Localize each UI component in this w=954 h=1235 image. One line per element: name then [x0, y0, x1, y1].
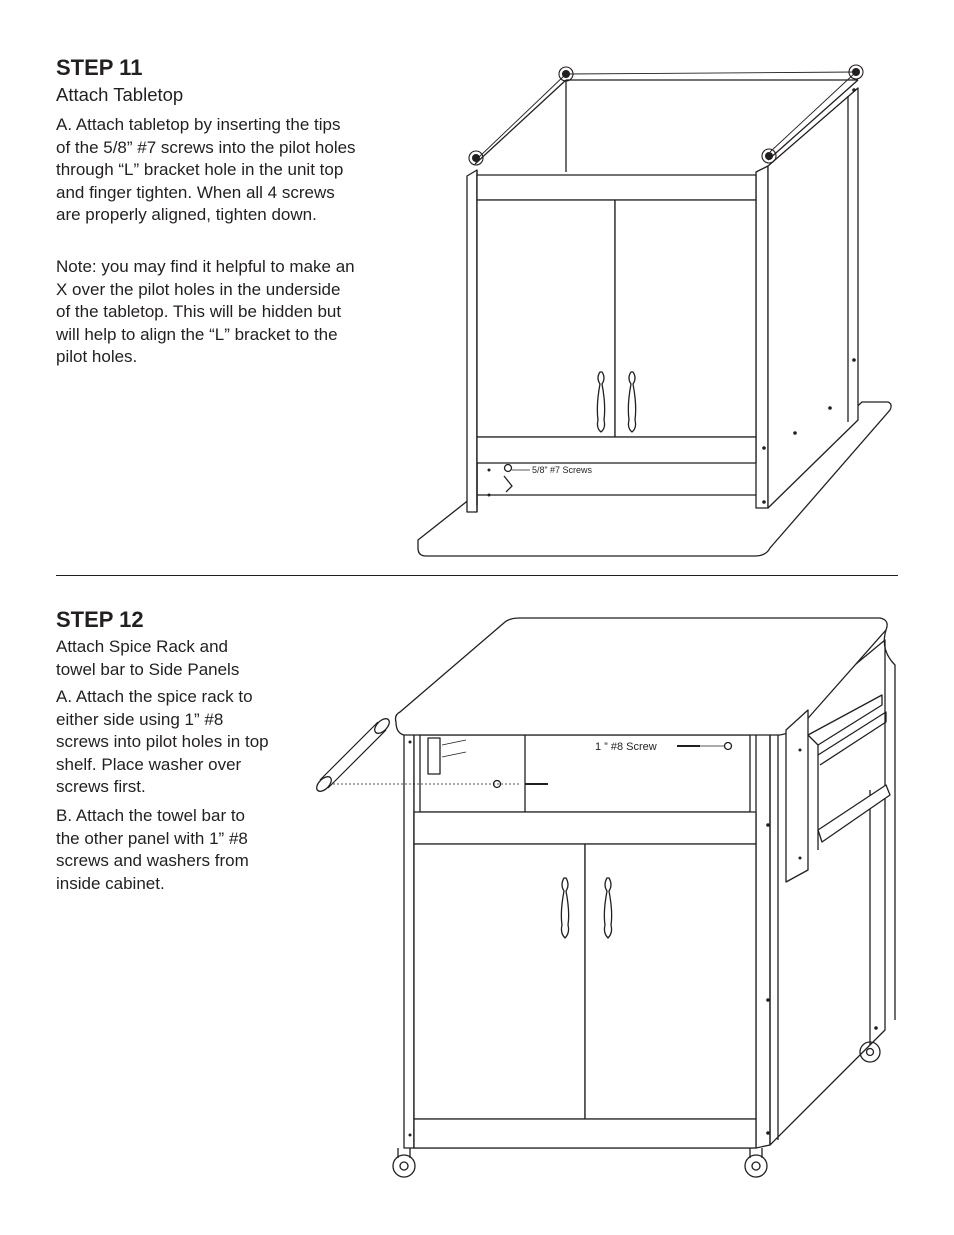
- step-12-subtitle: Attach Spice Rack and towel bar to Side Panels: [56, 637, 240, 679]
- step-11-note: Note: you may find it helpful to make an X over the pilot holes in the underside of the tabletop. This will be hidden but will help to align the “L” bracket to the pilot holes.: [56, 257, 355, 366]
- step-11-screw-callout: 5/8” #7 Screws: [532, 465, 593, 475]
- step-12-screw-callout: 1 ” #8 Screw: [595, 741, 657, 753]
- step-11-subtitle: Attach Tabletop: [56, 84, 184, 105]
- step-11-instruction-a: A. Attach tabletop by inserting the tips of the 5/8” #7 screws into the pilot holes through “L” bracket hole in the unit top and finger tighten. When all 4 screws are properly aligned, tighten down.: [56, 115, 356, 224]
- step-12-title: STEP 12: [56, 607, 144, 632]
- step-11-title: STEP 11: [56, 55, 143, 80]
- step-12-instruction-a: A. Attach the spice rack to either side using 1” #8 screws into pilot holes in top shelf. Place washer over screws first.: [56, 687, 269, 796]
- step-12-instruction-b: B. Attach the towel bar to the other panel with 1” #8 screws and washers from inside cabinet.: [56, 806, 249, 893]
